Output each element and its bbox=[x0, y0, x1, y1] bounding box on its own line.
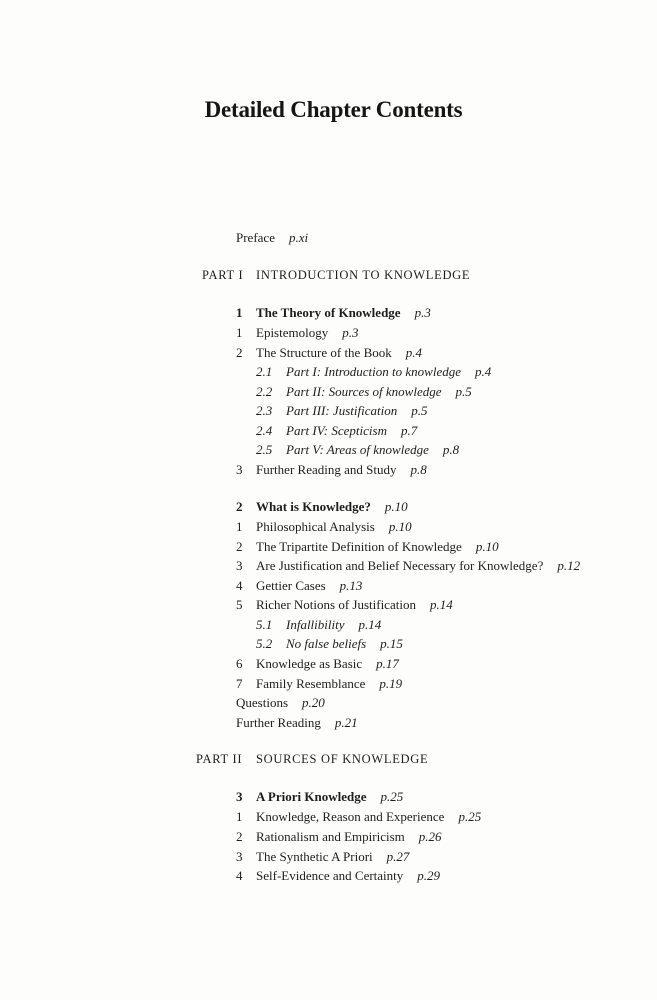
toc-entry[interactable] bbox=[236, 828, 442, 846]
chapter-number: 1 bbox=[236, 305, 243, 320]
entry-number: 2 bbox=[236, 345, 243, 360]
entry-number: 4 bbox=[236, 868, 243, 883]
entry-title: Part II: Sources of knowledge bbox=[286, 384, 442, 399]
toc-entry[interactable] bbox=[236, 867, 440, 885]
page-number: p.8 bbox=[442, 442, 460, 457]
entry-title: The Synthetic A Priori bbox=[256, 849, 373, 864]
entry-number: 1 bbox=[236, 809, 243, 824]
page-number: p.25 bbox=[380, 789, 404, 804]
entry-title: Part IV: Scepticism bbox=[286, 423, 387, 438]
toc-subentry[interactable] bbox=[256, 402, 427, 420]
toc-entry[interactable] bbox=[236, 557, 580, 575]
toc-subentry[interactable] bbox=[256, 422, 417, 440]
entry-title: Questions bbox=[236, 695, 288, 710]
toc-entry[interactable] bbox=[236, 324, 358, 342]
entry-title: The Tripartite Definition of Knowledge bbox=[256, 539, 462, 554]
entry-title: Gettier Cases bbox=[256, 578, 326, 593]
entry-number: 5.1 bbox=[256, 617, 273, 632]
chapter-title: A Priori Knowledge bbox=[256, 789, 367, 804]
entry-number: 2.3 bbox=[256, 403, 273, 418]
page-number: p.10 bbox=[384, 499, 408, 514]
entry-number: 2.2 bbox=[256, 384, 273, 399]
toc-entry-questions[interactable] bbox=[236, 694, 325, 712]
toc-entry[interactable] bbox=[236, 675, 402, 693]
entry-title: Family Resemblance bbox=[256, 676, 366, 691]
chapter-number: 2 bbox=[236, 499, 243, 514]
page-number: p.20 bbox=[302, 695, 325, 710]
page-number: p.3 bbox=[342, 325, 359, 340]
page-number: p.27 bbox=[386, 849, 410, 864]
toc-subentry[interactable] bbox=[256, 616, 381, 634]
entry-title: Are Justification and Belief Necessary for Knowledge? bbox=[256, 558, 544, 573]
entry-number: 3 bbox=[236, 849, 243, 864]
toc-entry[interactable] bbox=[236, 848, 409, 866]
page-number: p.4 bbox=[405, 345, 422, 360]
part-title: SOURCES OF KNOWLEDGE bbox=[256, 752, 429, 766]
page-number: p.17 bbox=[376, 656, 399, 671]
page-number: p.5 bbox=[411, 403, 428, 418]
page-number: p.12 bbox=[557, 558, 581, 573]
page-number: p.4 bbox=[475, 364, 492, 379]
entry-title: Preface bbox=[236, 230, 275, 245]
part-label: PART I bbox=[202, 268, 244, 282]
chapter-heading-2[interactable] bbox=[236, 498, 408, 516]
page-number: p.19 bbox=[379, 676, 403, 691]
chapter-number: 3 bbox=[236, 789, 243, 804]
toc-subentry[interactable] bbox=[256, 383, 472, 401]
entry-number: 2 bbox=[236, 539, 243, 554]
entry-number: 2.4 bbox=[256, 423, 273, 438]
page-number: p.29 bbox=[417, 868, 441, 883]
entry-title: Epistemology bbox=[256, 325, 329, 340]
toc-entry[interactable] bbox=[236, 344, 422, 362]
page-number: p.xi bbox=[288, 230, 309, 245]
entry-title: Further Reading and Study bbox=[256, 462, 397, 477]
toc-entry[interactable] bbox=[236, 596, 453, 614]
page-number: p.10 bbox=[388, 519, 412, 534]
entry-number: 1 bbox=[236, 325, 243, 340]
toc-subentry[interactable] bbox=[256, 441, 459, 459]
entry-title: Part III: Justification bbox=[286, 403, 398, 418]
entry-number: 3 bbox=[236, 462, 243, 477]
page-number: p.13 bbox=[339, 578, 363, 593]
entry-number: 3 bbox=[236, 558, 243, 573]
entry-number: 1 bbox=[236, 519, 243, 534]
toc-entry[interactable] bbox=[236, 518, 412, 536]
part-label: PART II bbox=[196, 752, 243, 766]
page-number: p.7 bbox=[400, 423, 418, 438]
entry-title: Richer Notions of Justification bbox=[256, 597, 416, 612]
toc-entry[interactable] bbox=[236, 655, 399, 673]
entry-title: Rationalism and Empiricism bbox=[256, 829, 405, 844]
toc-subentry[interactable] bbox=[256, 363, 491, 381]
page-number: p.15 bbox=[380, 636, 403, 651]
chapter-heading-3[interactable] bbox=[236, 788, 403, 806]
chapter-title: The Theory of Knowledge bbox=[256, 305, 401, 320]
page-number: p.3 bbox=[414, 305, 431, 320]
page-number: p.26 bbox=[418, 829, 442, 844]
entry-title: Part V: Areas of knowledge bbox=[286, 442, 429, 457]
entry-title: Self-Evidence and Certainty bbox=[256, 868, 404, 883]
page-number: p.5 bbox=[455, 384, 472, 399]
page-number: p.21 bbox=[334, 715, 358, 730]
toc-entry-preface[interactable] bbox=[236, 229, 308, 247]
toc-entry[interactable] bbox=[236, 538, 499, 556]
page-number: p.14 bbox=[429, 597, 453, 612]
entry-title: Part I: Introduction to knowledge bbox=[286, 364, 461, 379]
entry-title: Knowledge as Basic bbox=[256, 656, 363, 671]
entry-number: 5 bbox=[236, 597, 243, 612]
entry-number: 5.2 bbox=[256, 636, 273, 651]
entry-number: 6 bbox=[236, 656, 243, 671]
part-title: INTRODUCTION TO KNOWLEDGE bbox=[256, 268, 471, 282]
entry-title: Knowledge, Reason and Experience bbox=[256, 809, 445, 824]
entry-number: 2.1 bbox=[256, 364, 273, 379]
toc-entry-further-reading[interactable] bbox=[236, 714, 358, 732]
page-title: Detailed Chapter Contents bbox=[204, 97, 463, 122]
entry-title: No false beliefs bbox=[286, 636, 367, 651]
entry-number: 4 bbox=[236, 578, 243, 593]
page-number: p.10 bbox=[475, 539, 499, 554]
page-number: p.14 bbox=[358, 617, 382, 632]
page-number: p.25 bbox=[458, 809, 482, 824]
part-heading-2 bbox=[196, 750, 428, 768]
entry-number: 2 bbox=[236, 829, 243, 844]
entry-number: 7 bbox=[236, 676, 243, 691]
toc-subentry[interactable] bbox=[256, 635, 403, 653]
entry-title: Further Reading bbox=[236, 715, 321, 730]
chapter-heading-1[interactable] bbox=[236, 304, 431, 322]
entry-number: 2.5 bbox=[256, 442, 273, 457]
part-heading-1 bbox=[202, 266, 470, 284]
toc-entry[interactable] bbox=[236, 577, 362, 595]
chapter-title: What is Knowledge? bbox=[256, 499, 371, 514]
toc-entry[interactable] bbox=[236, 808, 481, 826]
entry-title: Infallibility bbox=[286, 617, 345, 632]
entry-title: The Structure of the Book bbox=[256, 345, 392, 360]
entry-title: Philosophical Analysis bbox=[256, 519, 375, 534]
toc-entry[interactable] bbox=[236, 461, 427, 479]
page-number: p.8 bbox=[410, 462, 427, 477]
